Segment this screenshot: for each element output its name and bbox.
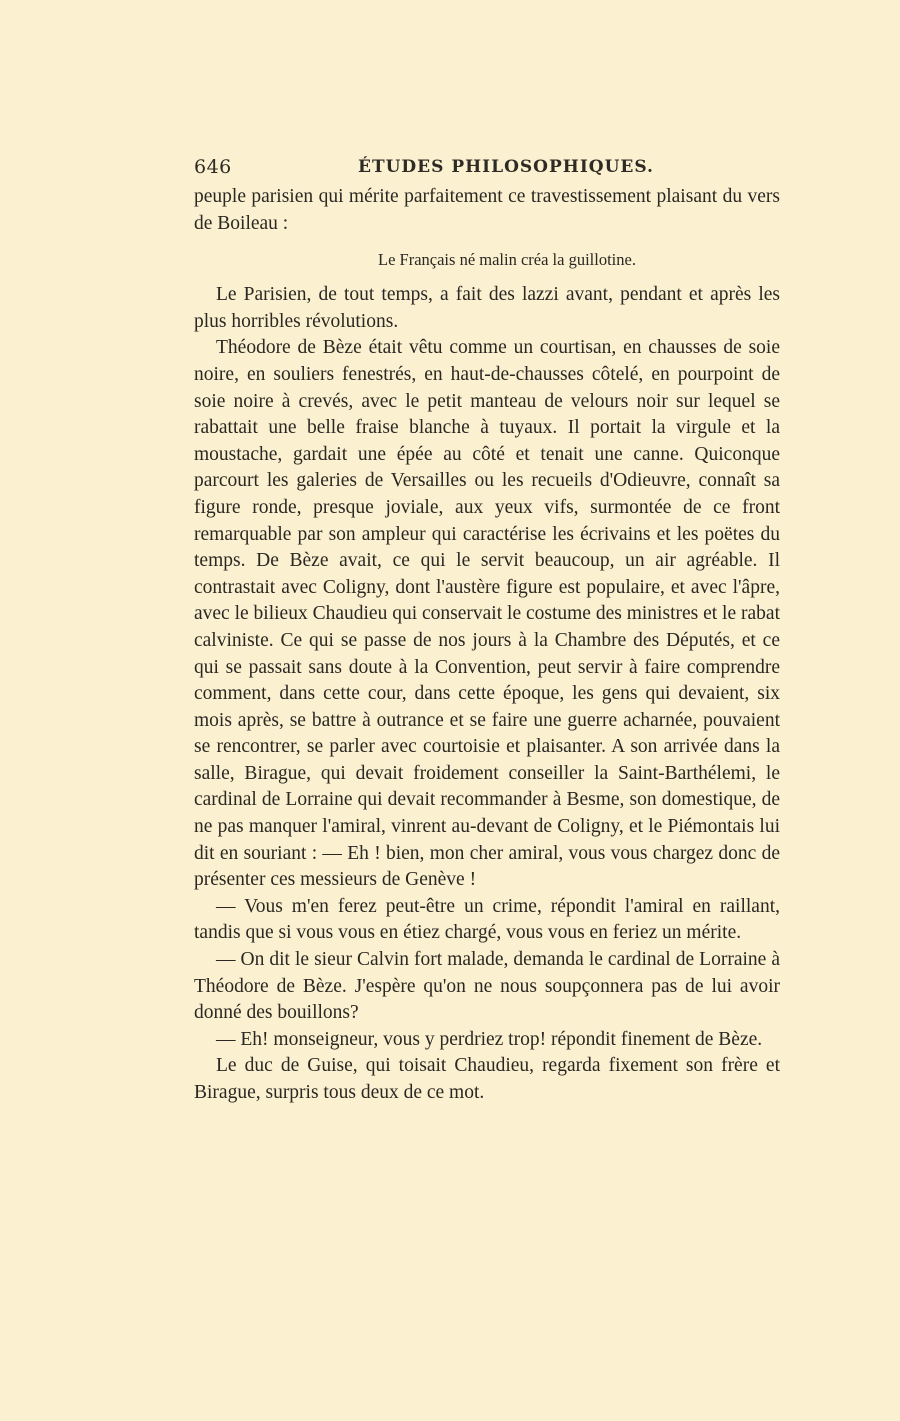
paragraph: — Vous m'en ferez peut-être un crime, répondit l'amiral en raillant, tandis que si vous vous en étiez chargé, vous vous en feriez un mérite. xyxy=(194,895,780,944)
body-text xyxy=(194,184,780,1107)
page-number: 646 xyxy=(194,156,232,178)
running-head: ÉTUDES PHILOSOPHIQUES. xyxy=(358,157,654,177)
verse-quotation: Le Français né malin créa la guillotine. xyxy=(378,250,636,270)
page-header xyxy=(194,156,780,182)
paragraph: — On dit le sieur Calvin fort malade, demanda le cardinal de Lorraine à Théodore de Bèze. J'espère qu'on ne nous soupçonnera pas de lui avoir donné des bouillons? xyxy=(194,949,780,1024)
paragraph: Le duc de Guise, qui toisait Chaudieu, regarda fixement son frère et Birague, surpris tous deux de ce mot. xyxy=(194,1055,780,1103)
paragraph-continuation: peuple parisien qui mérite parfaitement ce travestissement plaisant du vers de Boileau : xyxy=(194,186,780,234)
paragraph: Le Parisien, de tout temps, a fait des lazzi avant, pendant et après les plus horribles révolutions. xyxy=(194,284,780,332)
paragraph: Théodore de Bèze était vêtu comme un courtisan, en chausses de soie noire, en souliers fenestrés, en haut-de-chausses côtelé, en pourpoint de soie noire à crevés, avec le petit manteau de velours noir sur lequel se rabattait une belle fraise blanche à tuyaux. Il portait la virgule et la moustache, gardait une épée au côté et tenait une canne. Quiconque parcourt les galeries de Versailles ou les recueils d'Odieuvre, connaît sa figure ronde, presque joviale, aux yeux vifs, surmontée de ce front remarquable par son ampleur qui caractérise les écrivains et les poëtes du temps. De Bèze avait, ce qui le servit beaucoup, un air agréable. Il contrastait avec Coligny, dont l'austère figure est populaire, et avec l'âpre, avec le bilieux Chaudieu qui conservait le costume des ministres et le rabat calviniste. Ce qui se passe de nos jours à la Chambre des Députés, et ce qui se passait sans doute à la Convention, peut servir à faire comprendre comment, dans cette cour, dans cette époque, les gens qui devaient, six mois après, se battre à outrance et se faire une guerre acharnée, pouvaient se rencontrer, se parler avec courtoisie et plaisanter. A son arrivée dans la salle, Birague, qui devait froidement conseiller la Saint-Barthélemi, le cardinal de Lorraine qui devait recommander à Besme, son domestique, de ne pas manquer l'amiral, vinrent au-devant de Coligny, et le Piémontais lui dit en souriant : — Eh ! bien, mon cher amiral, vous vous chargez donc de présenter ces messieurs de Genève ! xyxy=(194,337,780,891)
paragraph: — Eh! monseigneur, vous y perdriez trop! répondit finement de Bèze. xyxy=(216,1028,763,1050)
